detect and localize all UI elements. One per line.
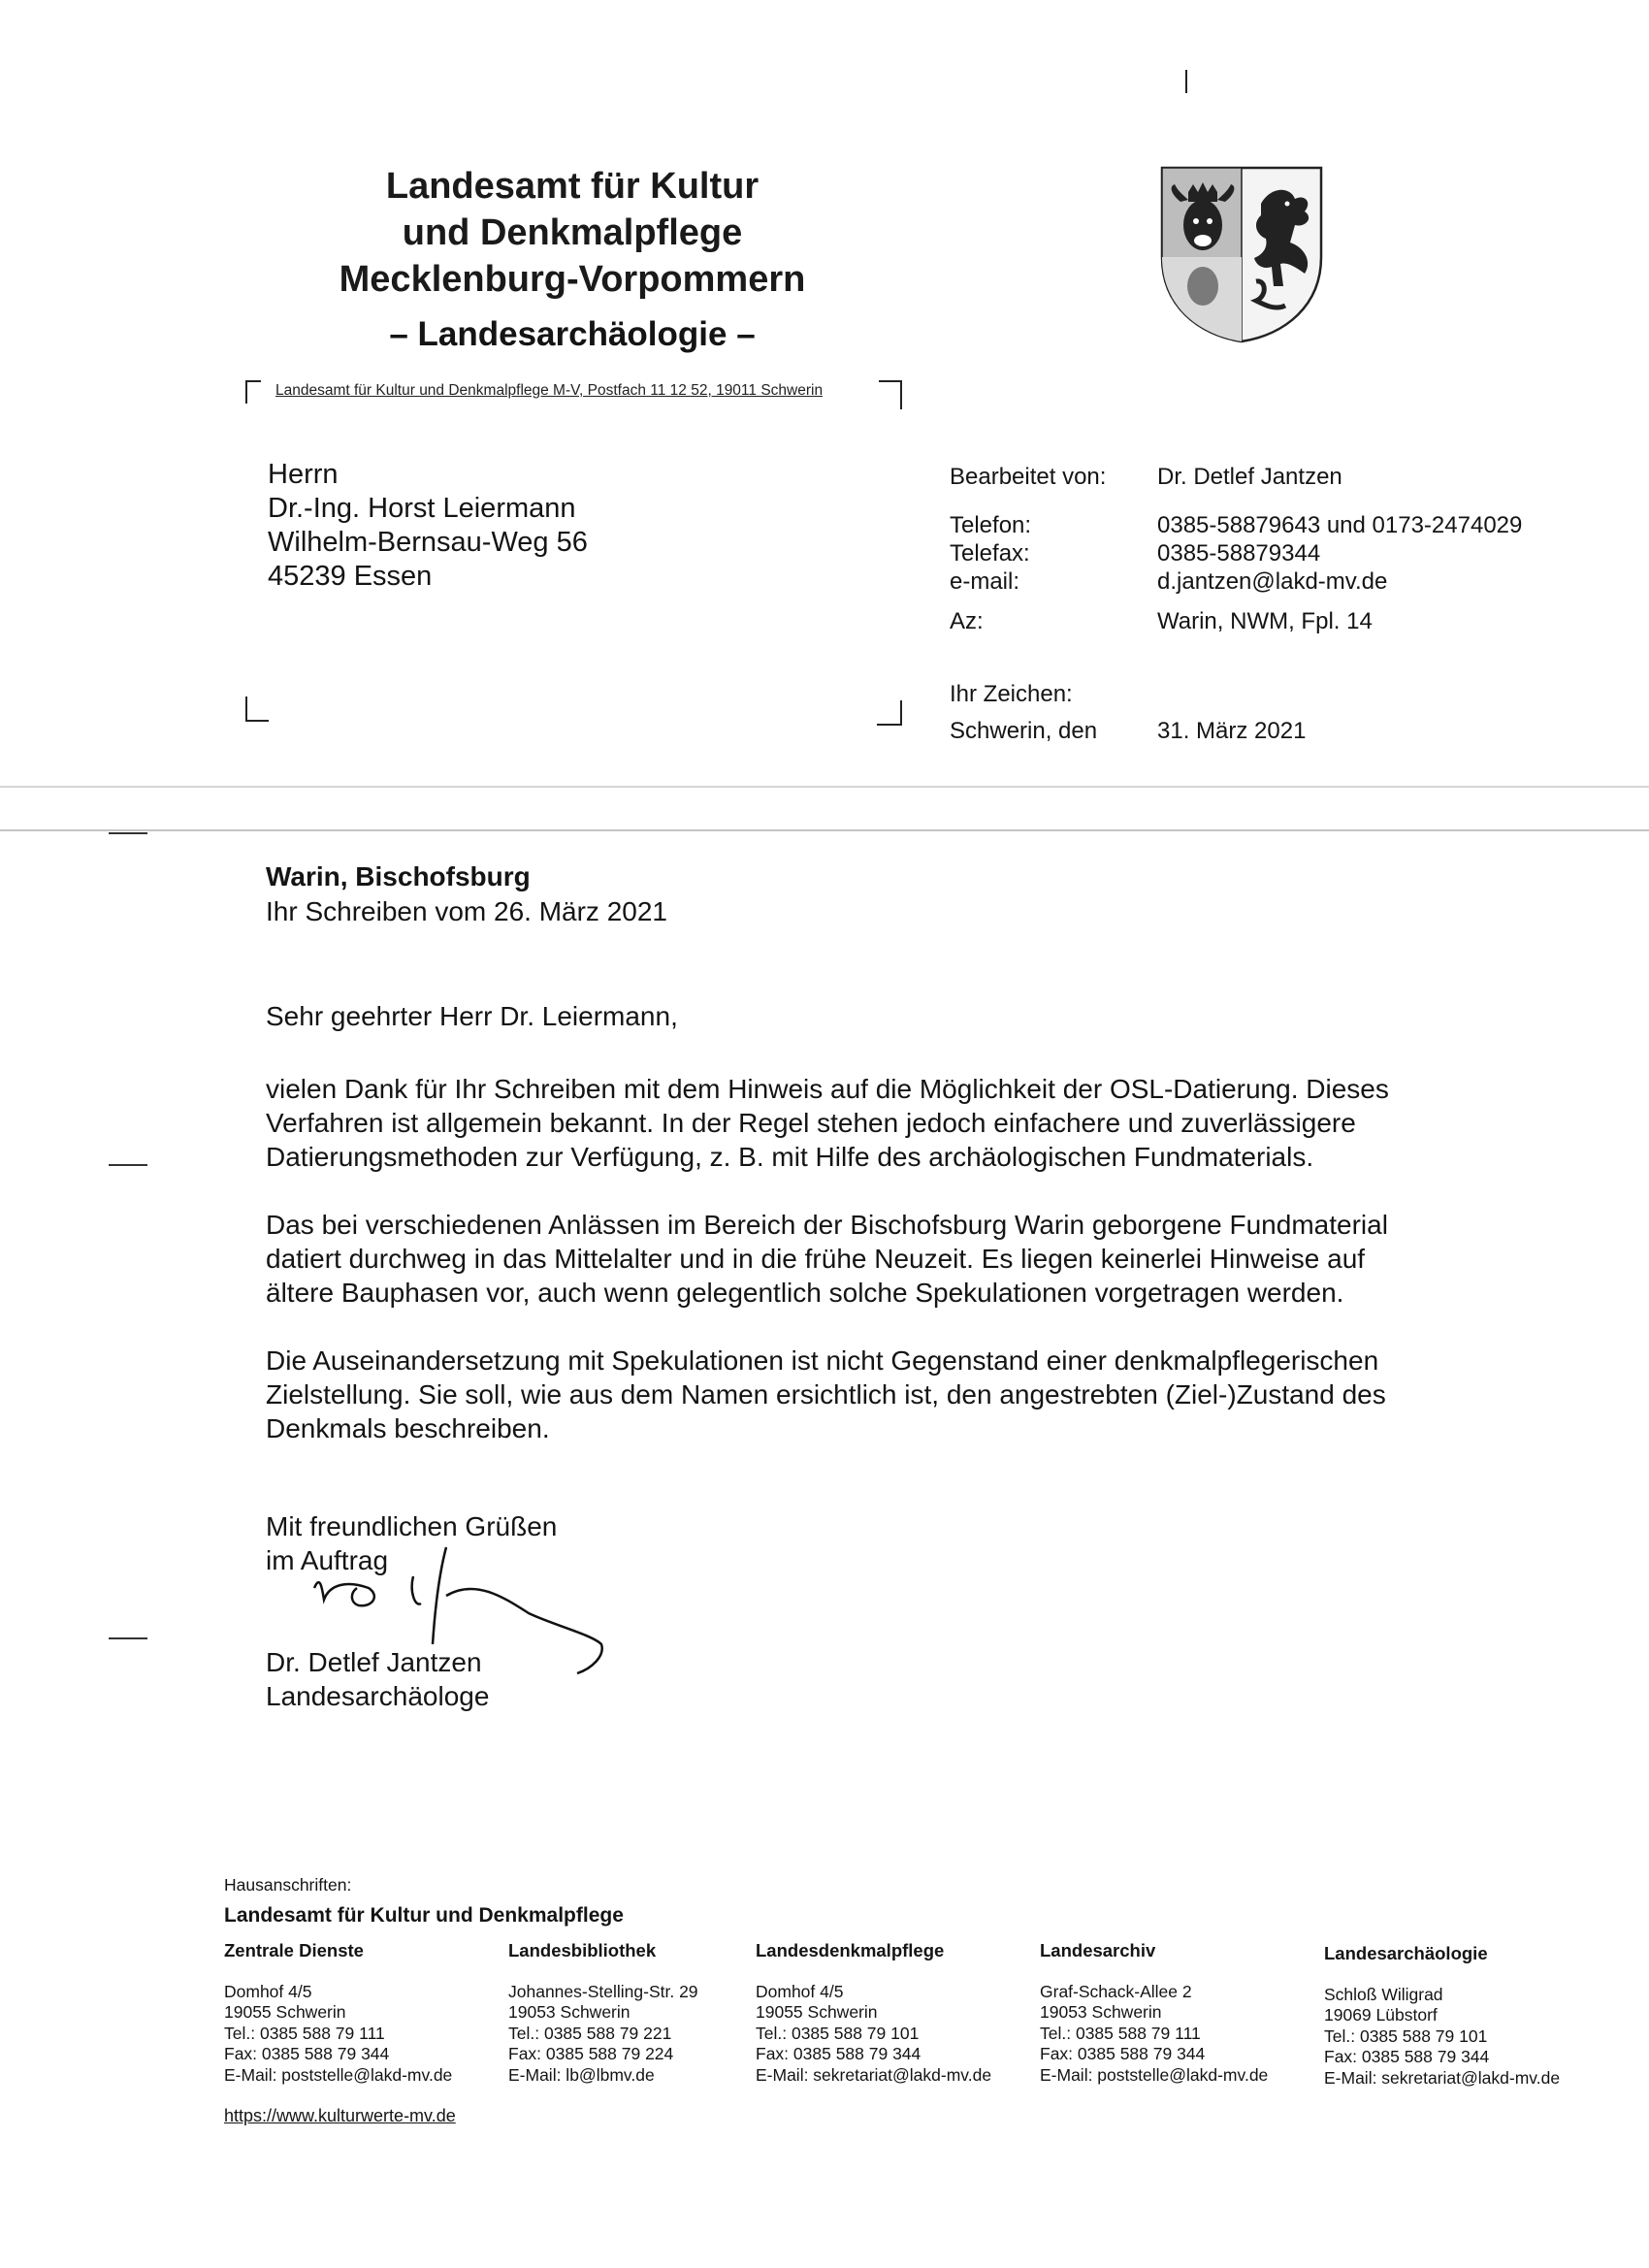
footer-line: 19055 Schwerin <box>756 2002 878 2022</box>
footer-line: 19053 Schwerin <box>508 2002 630 2022</box>
date-value: 31. März 2021 <box>1157 718 1307 744</box>
footer-line: 19053 Schwerin <box>1040 2002 1162 2022</box>
email-value: d.jantzen@lakd-mv.de <box>1157 568 1388 595</box>
footer-column-title: Landesdenkmalpflege <box>756 1940 945 1960</box>
recipient-address <box>268 458 588 594</box>
footer-line: E-Mail: poststelle@lakd-mv.de <box>224 2064 453 2085</box>
fold-line-top <box>0 786 1649 788</box>
letterhead-line-3: Mecklenburg-Vorpommern <box>339 259 806 300</box>
paragraph-1-line-1: vielen Dank für Ihr Schreiben mit dem Hinweis auf die Möglichkeit der OSL-Datierung. Dieses <box>266 1074 1389 1104</box>
footer-line: 19069 Lübstorf <box>1324 2005 1438 2025</box>
paragraph-3 <box>266 1344 1517 1445</box>
handled-by-label: Bearbeitet von: <box>950 464 1107 490</box>
letterhead-line-2: und Denkmalpflege <box>402 212 743 253</box>
letterhead-line-1: Landesamt für Kultur <box>385 166 760 207</box>
address-window-corner-top-left <box>245 380 261 404</box>
paragraph-2-line-3: ältere Bauphasen vor, auch wenn gelegentlich solche Spekulationen vorgetragen werden. <box>266 1278 1344 1308</box>
fax-value: 0385-58879344 <box>1157 540 1321 567</box>
paragraph-2-line-2: datiert durchweg in das Mittelalter und in die frühe Neuzeit. Es liegen keinerlei Hinweise auf <box>266 1244 1366 1274</box>
footer-column-state-library <box>508 1940 698 2086</box>
footer-organization: Landesamt für Kultur und Denkmalpflege <box>224 1904 624 1927</box>
punch-mark-1 <box>109 832 147 834</box>
footer-line: 19055 Schwerin <box>224 2002 346 2022</box>
footer-line: Fax: 0385 588 79 344 <box>1324 2047 1490 2066</box>
paragraph-1 <box>266 1072 1517 1174</box>
footer-website-link[interactable]: https://www.kulturwerte-mv.de <box>224 2106 456 2125</box>
footer-line: Tel.: 0385 588 79 111 <box>1040 2023 1201 2043</box>
paragraph-2-line-1: Das bei verschiedenen Anlässen im Bereich der Bischofsburg Warin geborgene Fundmaterial <box>266 1210 1388 1240</box>
footer-line: Tel.: 0385 588 79 101 <box>1324 2025 1488 2046</box>
footer-line: Johannes-Stelling-Str. 29 <box>508 1981 698 2001</box>
reference-value: Warin, NWM, Fpl. 14 <box>1157 608 1373 634</box>
place-date-label: Schwerin, den <box>950 718 1098 744</box>
department-title: – Landesarchäologie – <box>389 315 756 353</box>
footer-line: Tel.: 0385 588 79 221 <box>508 2023 672 2043</box>
letter-greeting: Sehr geehrter Herr Dr. Leiermann, <box>266 1001 678 1031</box>
scan-mark <box>1185 70 1187 93</box>
footer-line: Graf-Schack-Allee 2 <box>1040 1981 1192 2001</box>
your-reference-label: Ihr Zeichen: <box>950 681 1073 707</box>
footer-line: Schloß Wiligrad <box>1324 1984 1443 2004</box>
fax-label: Telefax: <box>950 540 1030 567</box>
footer-line: Domhof 4/5 <box>224 1981 312 2001</box>
email-label: e-mail: <box>950 568 1020 595</box>
handled-by-value: Dr. Detlef Jantzen <box>1157 464 1342 490</box>
punch-mark-2 <box>109 1164 147 1166</box>
fold-line-middle <box>0 829 1649 831</box>
footer-line: E-Mail: poststelle@lakd-mv.de <box>1040 2064 1269 2085</box>
footer-column-state-archive <box>1040 1940 1268 2086</box>
footer-line: E-Mail: sekretariat@lakd-mv.de <box>756 2064 992 2085</box>
footer-column-central-services <box>224 1940 452 2086</box>
footer-line: Fax: 0385 588 79 224 <box>508 2044 674 2063</box>
paragraph-1-line-2: Verfahren ist allgemein bekannt. In der Regel stehen jedoch einfachere und zuverlässigere <box>266 1108 1356 1138</box>
phone-value: 0385-58879643 und 0173-2474029 <box>1157 512 1523 538</box>
letter-subject: Warin, Bischofsburg <box>266 861 531 891</box>
address-window-corner-bottom-left <box>245 697 269 722</box>
sender-return-address: Landesamt für Kultur und Denkmalpflege M-V, Postfach 11 12 52, 19011 Schwerin <box>275 382 824 399</box>
closing-line: Mit freundlichen Grüßen <box>266 1511 558 1541</box>
footer-line: Fax: 0385 588 79 344 <box>1040 2044 1206 2063</box>
footer-column-title: Landesarchiv <box>1040 1940 1156 1960</box>
closing-on-behalf: im Auftrag <box>266 1545 389 1575</box>
recipient-name: Dr.-Ing. Horst Leiermann <box>268 493 576 524</box>
signer-title: Landesarchäologe <box>266 1681 490 1711</box>
paragraph-2 <box>266 1208 1517 1310</box>
paragraph-1-line-3: Datierungsmethoden zur Verfügung, z. B. mit Hilfe des archäologischen Fundmaterials. <box>266 1142 1314 1172</box>
footer-column-title: Landesarchäologie <box>1324 1943 1488 1963</box>
signer-name: Dr. Detlef Jantzen <box>266 1647 482 1677</box>
paragraph-3-line-2: Zielstellung. Sie soll, wie aus dem Namen ersichtlich ist, den angestrebten (Ziel-)Zustand des <box>266 1379 1386 1409</box>
coat-of-arms-icon <box>1159 165 1324 344</box>
footer-line: Fax: 0385 588 79 344 <box>756 2044 922 2063</box>
reference-label: Az: <box>950 608 984 634</box>
address-window-corner-bottom-right <box>877 700 902 726</box>
phone-label: Telefon: <box>950 512 1032 538</box>
footer-line: Fax: 0385 588 79 344 <box>224 2044 390 2063</box>
recipient-street: Wilhelm-Bernsau-Weg 56 <box>268 527 588 558</box>
recipient-city: 45239 Essen <box>268 561 433 592</box>
footer-line: Tel.: 0385 588 79 111 <box>224 2023 385 2043</box>
footer-line: Tel.: 0385 588 79 101 <box>756 2023 920 2043</box>
address-window-corner-top-right <box>879 380 902 409</box>
footer-label: Hausanschriften: <box>224 1875 352 1895</box>
footer-column-title: Landesbibliothek <box>508 1940 657 1960</box>
letter-subject-reference: Ihr Schreiben vom 26. März 2021 <box>266 896 667 926</box>
footer-line: Domhof 4/5 <box>756 1981 844 2001</box>
footer-column-title: Zentrale Dienste <box>224 1940 364 1960</box>
recipient-salutation: Herrn <box>268 459 339 490</box>
paragraph-3-line-1: Die Auseinandersetzung mit Spekulationen ist nicht Gegenstand einer denkmalpflegerischen <box>266 1345 1379 1376</box>
footer-column-state-archaeology <box>1324 1943 1560 2089</box>
paragraph-3-line-3: Denkmals beschreiben. <box>266 1413 550 1443</box>
footer-line: E-Mail: lb@lbmv.de <box>508 2064 655 2085</box>
footer-line: E-Mail: sekretariat@lakd-mv.de <box>1324 2067 1561 2088</box>
punch-mark-3 <box>109 1637 147 1639</box>
footer-column-monument-preservation <box>756 1940 991 2086</box>
